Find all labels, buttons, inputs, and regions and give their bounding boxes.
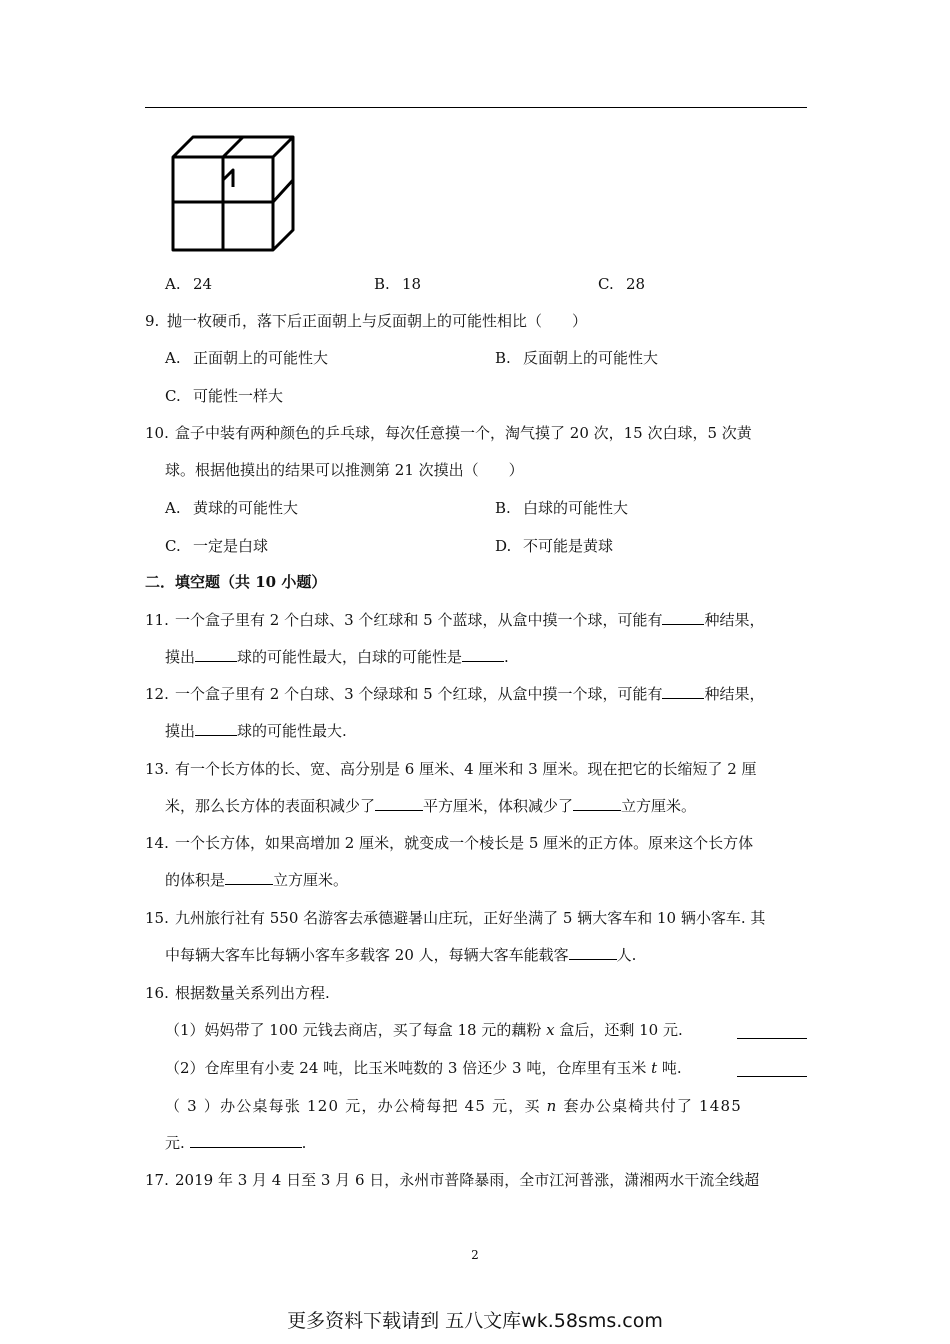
variable: x [546, 1021, 555, 1039]
option-label: B. [374, 275, 390, 293]
q16-sub3 [165, 1096, 742, 1116]
q16-stem [145, 983, 330, 1003]
answer-blank[interactable] [225, 870, 273, 885]
answer-blank[interactable] [462, 647, 504, 662]
q8-option-c [598, 274, 645, 294]
question-text: 套办公桌椅共付了 1485 [557, 1097, 743, 1115]
answer-blank[interactable] [662, 610, 704, 625]
question-text: 摸出 [165, 722, 196, 740]
answer-blank[interactable] [190, 1133, 302, 1148]
q9-option-a [165, 348, 328, 368]
question-number: 9. [145, 312, 160, 330]
q13-line2 [165, 796, 696, 816]
answer-blank[interactable] [195, 721, 237, 736]
question-text: 种结果， [704, 611, 765, 629]
q10-stem-line1 [145, 423, 752, 443]
q10-option-b [495, 498, 628, 518]
answer-blank[interactable] [737, 1062, 807, 1077]
answer-blank[interactable] [662, 684, 704, 699]
question-text: . [301, 1134, 307, 1152]
question-text: 中每辆大客车比每辆小客车多载客 20 人，每辆大客车能载客 [165, 946, 569, 964]
q11-line1 [145, 610, 765, 630]
option-text: 一定是白球 [193, 537, 269, 555]
footer-banner: 更多资料下载请到 五八文库wk.58sms.com [287, 1310, 663, 1332]
answer-blank[interactable] [195, 647, 237, 662]
question-text: 平方厘米，体积减少了 [423, 797, 574, 815]
q8-option-a [165, 274, 212, 294]
q14-line2 [165, 870, 348, 890]
question-text: 摸出 [165, 648, 196, 666]
q16-sub1 [165, 1020, 683, 1040]
question-text: 根据数量关系列出方程. [175, 984, 330, 1002]
question-number: 12. [145, 685, 169, 703]
option-label: C. [598, 275, 614, 293]
question-number: 14. [145, 834, 169, 852]
q9-option-c [165, 386, 283, 406]
q12-line2 [165, 721, 347, 741]
cube-stack-figure [165, 125, 300, 255]
question-text: 有一个长方体的长、宽、高分别是 6 厘米、4 厘米和 3 厘米。现在把它的长缩短了 2 厘 [175, 760, 757, 778]
question-text: 立方厘米。 [621, 797, 697, 815]
question-number: 10. [145, 424, 169, 442]
question-text: 元. [165, 1134, 185, 1152]
q10-option-c [165, 536, 268, 556]
question-number: 13. [145, 760, 169, 778]
option-label: A. [165, 499, 181, 517]
question-text: 的体积是 [165, 871, 226, 889]
q14-line1 [145, 833, 753, 853]
header-rule [145, 107, 807, 108]
page-number: 2 [471, 1248, 479, 1262]
option-text: 可能性一样大 [193, 387, 284, 405]
option-text: 28 [626, 275, 646, 293]
question-text: 立方厘米。 [273, 871, 349, 889]
question-text: 球的可能性最大，白球的可能性是 [237, 648, 463, 666]
option-text: 18 [402, 275, 422, 293]
option-label: D. [495, 537, 512, 555]
question-text: （1）妈妈带了 100 元钱去商店，买了每盒 18 元的藕粉 [165, 1021, 547, 1039]
q10-option-d [495, 536, 613, 556]
question-text: 吨. [657, 1059, 682, 1077]
q15-line2 [165, 945, 636, 965]
option-label: C. [165, 537, 181, 555]
option-text: 白球的可能性大 [523, 499, 629, 517]
question-text: . [504, 648, 509, 666]
q12-line1 [145, 684, 765, 704]
option-text: 黄球的可能性大 [193, 499, 299, 517]
option-text: 正面朝上的可能性大 [193, 349, 329, 367]
answer-blank[interactable] [375, 796, 423, 811]
q9-option-b [495, 348, 658, 368]
q16-sub2 [165, 1058, 682, 1078]
question-text: 盒后，还剩 10 元. [554, 1021, 683, 1039]
option-label: A. [165, 349, 181, 367]
question-number: 11. [145, 611, 169, 629]
answer-blank[interactable] [573, 796, 621, 811]
question-text: 盒子中装有两种颜色的乒乓球，每次任意摸一个，淘气摸了 20 次，15 次白球，5 次黄 [175, 424, 752, 442]
question-text: （ 3 ）办公桌每张 120 元，办公椅每把 45 元，买 [165, 1097, 547, 1115]
q17-line1 [145, 1170, 759, 1190]
question-text: 种结果， [704, 685, 765, 703]
option-label: A. [165, 275, 181, 293]
question-text: 2019 年 3 月 4 日至 3 月 6 日，永州市普降暴雨，全市江河普涨，潇湘两水干流全线超 [175, 1171, 760, 1189]
option-label: B. [495, 499, 511, 517]
answer-blank[interactable] [569, 945, 617, 960]
question-text: 米，那么长方体的表面积减少了 [165, 797, 376, 815]
option-label: B. [495, 349, 511, 367]
option-text: 不可能是黄球 [523, 537, 614, 555]
option-text: 24 [193, 275, 213, 293]
q10-option-a [165, 498, 298, 518]
question-text: 一个长方体，如果高增加 2 厘米，就变成一个棱长是 5 厘米的正方体。原来这个长方体 [175, 834, 754, 852]
q9-stem [145, 311, 587, 331]
q13-line1 [145, 759, 757, 779]
q10-stem-line2: 球。根据他摸出的结果可以推测第 21 次摸出（ ） [165, 461, 524, 479]
question-text: 九州旅行社有 550 名游客去承德避暑山庄玩，正好坐满了 5 辆大客车和 10 辆小客车. 其 [175, 909, 766, 927]
question-text: （2）仓库里有小麦 24 吨，比玉米吨数的 3 倍还少 3 吨，仓库里有玉米 [165, 1059, 652, 1077]
question-number: 16. [145, 984, 169, 1002]
section-heading: 二．填空题（共 10 小题） [145, 573, 327, 591]
option-text: 反面朝上的可能性大 [523, 349, 659, 367]
question-number: 17. [145, 1171, 169, 1189]
option-label: C. [165, 387, 181, 405]
question-text: 一个盒子里有 2 个白球、3 个红球和 5 个蓝球，从盒中摸一个球，可能有 [175, 611, 663, 629]
question-number: 15. [145, 909, 169, 927]
question-text: 抛一枚硬币，落下后正面朝上与反面朝上的可能性相比（ ） [167, 312, 588, 330]
answer-blank[interactable] [737, 1024, 807, 1039]
question-text: 一个盒子里有 2 个白球、3 个绿球和 5 个红球，从盒中摸一个球，可能有 [175, 685, 663, 703]
question-text: 人. [616, 946, 637, 964]
variable: n [546, 1097, 558, 1115]
q15-line1 [145, 908, 765, 928]
q16-sub3-line2 [165, 1133, 306, 1153]
variable: t [651, 1059, 658, 1077]
question-text: 球的可能性最大. [237, 722, 347, 740]
q8-option-b [374, 274, 421, 294]
q11-line2 [165, 647, 509, 667]
